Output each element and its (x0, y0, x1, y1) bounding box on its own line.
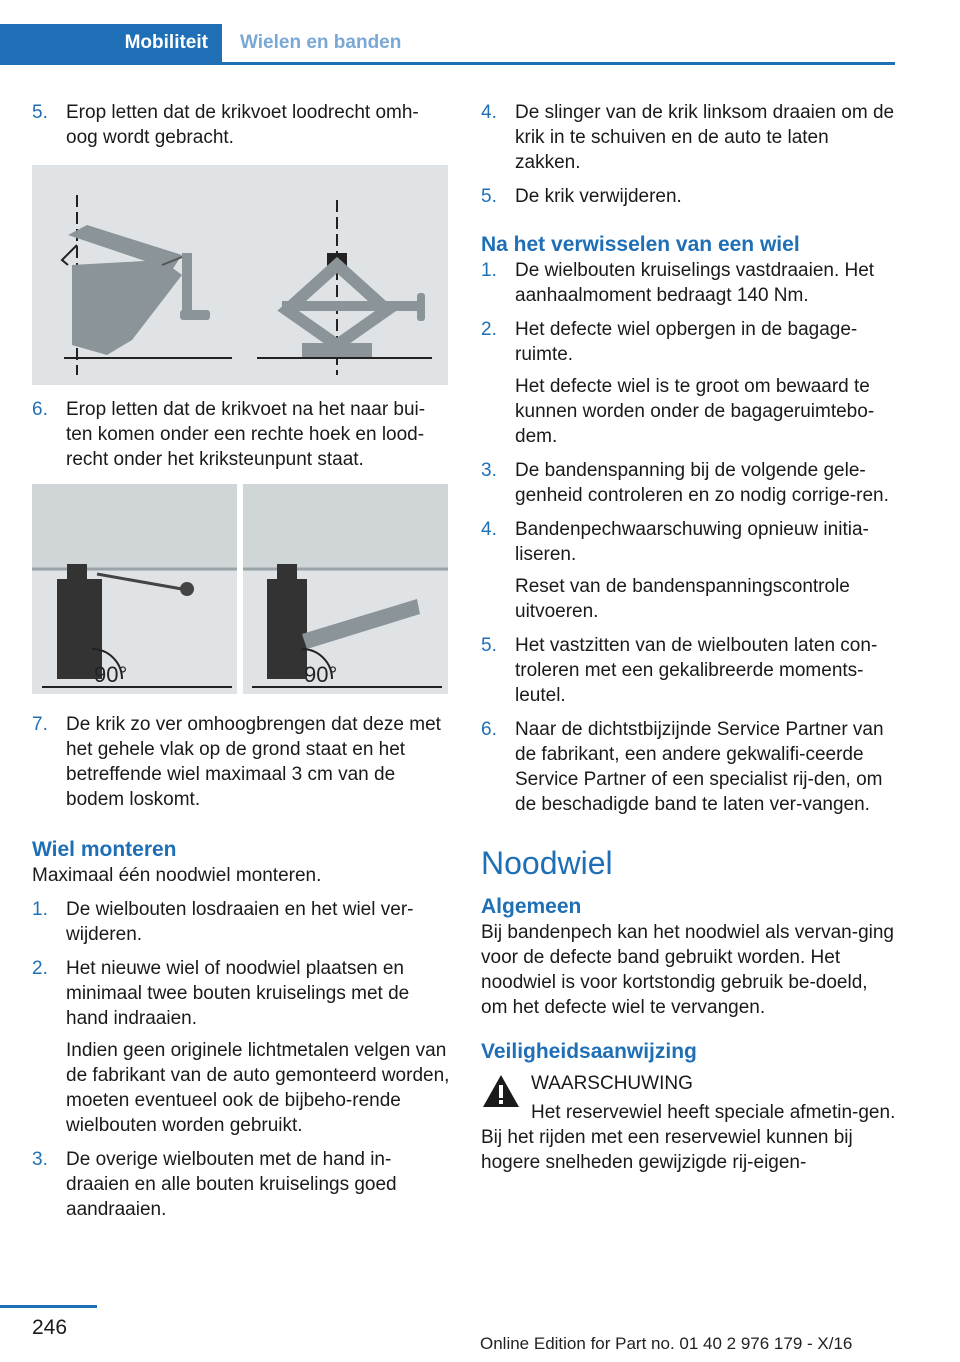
list-item (481, 184, 897, 209)
step-number: 5. (481, 635, 497, 656)
warning-label: WAARSCHUWING (531, 1073, 693, 1094)
tab-mobiliteit-label: Mobiliteit (124, 32, 208, 53)
list-item (481, 458, 897, 508)
list-item (481, 517, 897, 624)
step-text: Het defecte wiel opbergen in de bagage-ruimte. (515, 319, 858, 365)
step-text: De krik zo ver omhoogbrengen dat deze met het gehele vlak op de grond staat en het betreffende wiel maximaal 3 cm van de bodem loskomt. (66, 714, 441, 810)
step-text: Naar de dichtstbijzijnde Service Partner van de fabrikant, een andere gekwalifi-ceerde Service Partner of een specialist rij-den, om de beschadigde band te laten ver-vangen. (515, 719, 884, 815)
step-text: Het vastzitten van de wielbouten laten con-troleren met een gekalibreerde moments-leutel. (515, 635, 878, 706)
jack-angle-illustration (32, 484, 448, 694)
step-text: Het nieuwe wiel of noodwiel plaatsen en minimaal twee bouten kruiselings met de hand indraaien. (66, 958, 410, 1029)
step-number: 2. (481, 319, 497, 340)
step-text: De krik verwijderen. (515, 186, 682, 207)
tab-mobiliteit[interactable] (0, 24, 222, 62)
step-number: 1. (32, 899, 48, 920)
step-text: De wielbouten losdraaien en het wiel ver-wijderen. (66, 899, 414, 945)
step-text: De overige wielbouten met de hand in-draaien en alle bouten kruiselings goed aandraaien. (66, 1149, 397, 1220)
section-heading-wiel-monteren: Wiel monteren (32, 838, 177, 861)
angle-label-right: 90° (304, 662, 338, 687)
step-number: 4. (481, 519, 497, 540)
list-item (481, 317, 897, 449)
step-number: 6. (32, 399, 48, 420)
section-heading-na-het-verwisselen: Na het verwisselen van een wiel (481, 233, 800, 256)
step-number: 5. (481, 186, 497, 207)
step-note: Reset van de bandenspanningscontrole uitvoeren. (515, 576, 850, 622)
footer-rule (0, 1305, 97, 1308)
step-number: 7. (32, 714, 48, 735)
list-item (32, 397, 450, 472)
list-item (481, 100, 897, 175)
angle-label-left: 90° (94, 662, 128, 687)
step-number: 2. (32, 958, 48, 979)
tab-wielen-en-banden[interactable]: Wielen en banden (240, 32, 402, 53)
section-heading-veiligheid: Veiligheidsaanwijzing (481, 1040, 697, 1063)
step-text: Erop letten dat de krikvoet na het naar bui-ten komen onder een rechte hoek en lood-recht onder het kriksteunpunt staat. (66, 399, 426, 470)
step-text: De slinger van de krik linksom draaien om de krik in te schuiven en de auto te laten zakken. (515, 102, 895, 173)
chapter-tabbar (0, 24, 895, 65)
list-item (481, 258, 897, 308)
step-number: 3. (481, 460, 497, 481)
left-column (32, 100, 450, 1231)
step-note: Indien geen originele lichtmetalen velgen van de fabrikant van de auto gemonteerd worden, moeten eventueel ook de bijbeho-rende wielbouten worden gebruikt. (66, 1040, 450, 1136)
warning-triangle-icon (481, 1073, 521, 1109)
step-number: 1. (481, 260, 497, 281)
section-heading-algemeen: Algemeen (481, 895, 582, 918)
step-text: De bandenspanning bij de volgende gele-genheid controleren en zo nodig corrige-ren. (515, 460, 889, 506)
step-text: De wielbouten kruiselings vastdraaien. Het aanhaalmoment bedraagt 140 Nm. (515, 260, 875, 306)
step-number: 5. (32, 102, 48, 123)
figure-jack-vertical (32, 165, 448, 385)
figure-jack-90-degrees (32, 484, 448, 694)
list-item (481, 633, 897, 708)
step-number: 3. (32, 1149, 48, 1170)
list-item (32, 897, 450, 947)
list-item (32, 712, 450, 812)
list-item (32, 956, 450, 1138)
general-text: Bij bandenpech kan het noodwiel als vervan-ging voor de defecte band gebruikt worden. Het noodwiel is voor kortstondig gebruik be-doeld, om het defecte wiel te vervangen. (481, 922, 894, 1018)
step-number: 6. (481, 719, 497, 740)
right-column (481, 100, 897, 1175)
jack-alignment-illustration (32, 165, 448, 385)
step-note: Het defecte wiel is te groot om bewaard te kunnen worden onder de bagageruimtebo-dem. (515, 376, 875, 447)
warning-block (481, 1071, 897, 1175)
warning-text: Het reservewiel heeft speciale afmetin-gen. Bij het rijden met een reservewiel kunnen bij hogere snelheden gewijzigde rij-eigen- (481, 1102, 896, 1173)
list-item (32, 100, 450, 150)
step-text: Bandenpechwaarschuwing opnieuw initia-liseren. (515, 519, 869, 565)
page-number: 246 (32, 1316, 68, 1339)
chapter-title-noodwiel: Noodwiel (481, 845, 613, 881)
list-item (32, 1147, 450, 1222)
list-item (481, 717, 897, 817)
section-intro: Maximaal één noodwiel monteren. (32, 865, 322, 886)
step-number: 4. (481, 102, 497, 123)
edition-note: Online Edition for Part no. 01 40 2 976 179 - X/16 (480, 1334, 853, 1353)
step-text: Erop letten dat de krikvoet loodrecht omh-oog wordt gebracht. (66, 102, 419, 148)
